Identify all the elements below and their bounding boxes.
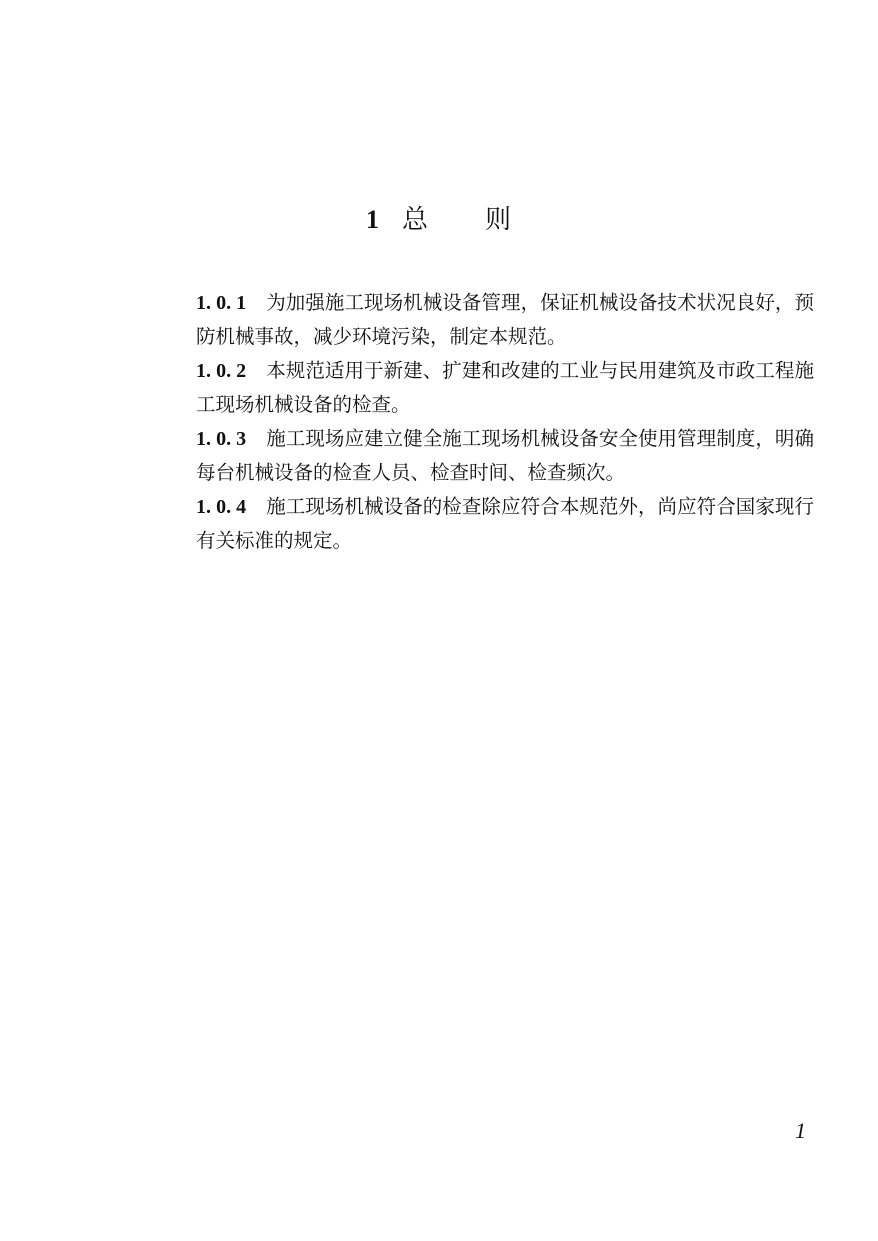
clause-1-0-1 xyxy=(196,286,814,354)
clause-1-0-4 xyxy=(196,490,814,558)
clause-number: 1. 0. 3 xyxy=(196,428,247,450)
clause-text: 施工现场应建立健全施工现场机械设备安全使用管理制度，明确每台机械设备的检查人员、检查时间、检查频次。 xyxy=(196,427,814,484)
clause-text: 本规范适用于新建、扩建和改建的工业与民用建筑及市政工程施工现场机械设备的检查。 xyxy=(196,359,814,416)
clause-number: 1. 0. 4 xyxy=(196,496,247,518)
page-number: 1 xyxy=(795,1118,806,1143)
chapter-title xyxy=(0,200,878,240)
clause-text: 为加强施工现场机械设备管理，保证机械设备技术状况良好，预防机械事故，减少环境污染，制定本规范。 xyxy=(196,291,814,348)
clause-text: 施工现场机械设备的检查除应符合本规范外，尚应符合国家现行有关标准的规定。 xyxy=(196,495,814,552)
clause-1-0-3 xyxy=(196,422,814,490)
chapter-body xyxy=(196,286,814,558)
clause-1-0-2 xyxy=(196,354,814,422)
clause-number: 1. 0. 2 xyxy=(196,360,247,382)
chapter-title-part-2: 则 xyxy=(485,205,513,235)
clause-number: 1. 0. 1 xyxy=(196,292,247,314)
chapter-number: 1 xyxy=(365,205,380,234)
chapter-title-part-1: 总 xyxy=(401,205,429,235)
